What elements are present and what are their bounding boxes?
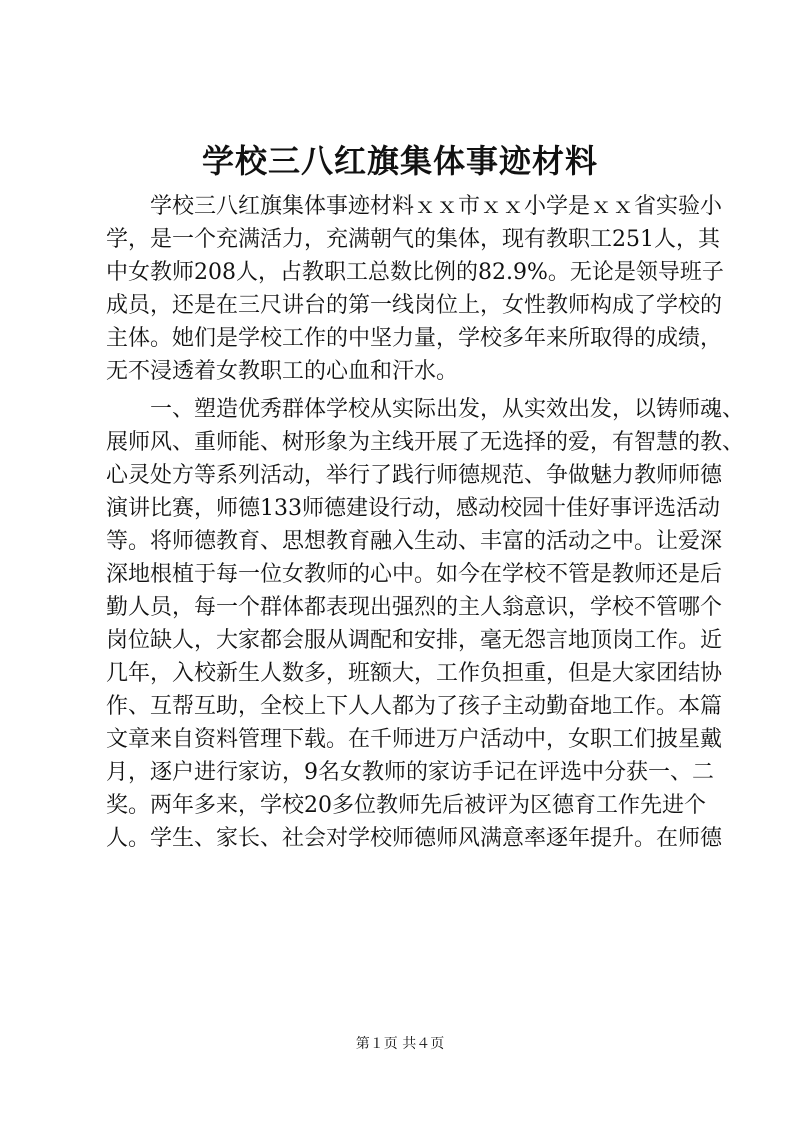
paragraph-line: 人。学生、家长、社会对学校师德师风满意率逐年提升。在师德 <box>106 826 723 851</box>
paragraph-2 <box>106 393 745 855</box>
paragraph-line: 等。将师德教育、思想教育融入生动、丰富的活动之中。让爱深 <box>106 529 723 554</box>
paragraph-line: 学校三八红旗集体事迹材料ｘｘ市ｘｘ小学是ｘｘ省实验小 <box>150 194 723 219</box>
paragraph-line: 一、塑造优秀群体学校从实际出发，从实效出发，以铸师魂、 <box>150 397 745 422</box>
paragraph-1 <box>106 190 724 388</box>
paragraph-line: 月，逐户进行家访，9名女教师的家访手记在评选中分获一、二 <box>106 760 714 785</box>
paragraph-line: 展师风、重师能、树形象为主线开展了无选择的爱，有智慧的教、 <box>106 430 745 455</box>
paragraph-line: 演讲比赛，师德133师德建设行动，感动校园十佳好事评选活动 <box>106 496 720 521</box>
paragraph-line: 作、互帮互助，全校上下人人都为了孩子主动勤奋地工作。本篇 <box>106 694 723 719</box>
page-footer <box>0 1034 800 1054</box>
document-title: 学校三八红旗集体事迹材料 <box>201 142 598 180</box>
paragraph-line: 文章来自资料管理下载。在千师进万户活动中，女职工们披星戴 <box>106 727 723 752</box>
paragraph-line: 深地根植于每一位女教师的心中。如今在学校不管是教师还是后 <box>106 562 723 587</box>
paragraph-line: 心灵处方等系列活动，举行了践行师德规范、争做魅力教师师德 <box>106 463 723 488</box>
paragraph-line: 奖。两年多来，学校20多位教师先后被评为区德育工作先进个 <box>106 793 706 818</box>
paragraph-line: 几年，入校新生人数多，班额大，工作负担重，但是大家团结协 <box>106 661 723 686</box>
page-indicator: 第１页 共４页 <box>355 1036 445 1052</box>
paragraph-line: 成员，还是在三尺讲台的第一线岗位上，女性教师构成了学校的 <box>106 293 723 318</box>
paragraph-line: 中女教师208人，占教职工总数比例的82.9%。无论是领导班子 <box>106 260 724 285</box>
paragraph-line: 岗位缺人，大家都会服从调配和安排，毫无怨言地顶岗工作。近 <box>106 628 723 653</box>
paragraph-line: 学，是一个充满活力，充满朝气的集体，现有教职工251人，其 <box>106 227 720 252</box>
paragraph-line: 主体。她们是学校工作的中坚力量，学校多年来所取得的成绩， <box>106 326 723 351</box>
paragraph-line: 无不浸透着女教职工的心血和汗水。 <box>106 359 459 384</box>
document-body <box>106 190 745 855</box>
paragraph-line: 勤人员，每一个群体都表现出强烈的主人翁意识，学校不管哪个 <box>106 595 723 620</box>
